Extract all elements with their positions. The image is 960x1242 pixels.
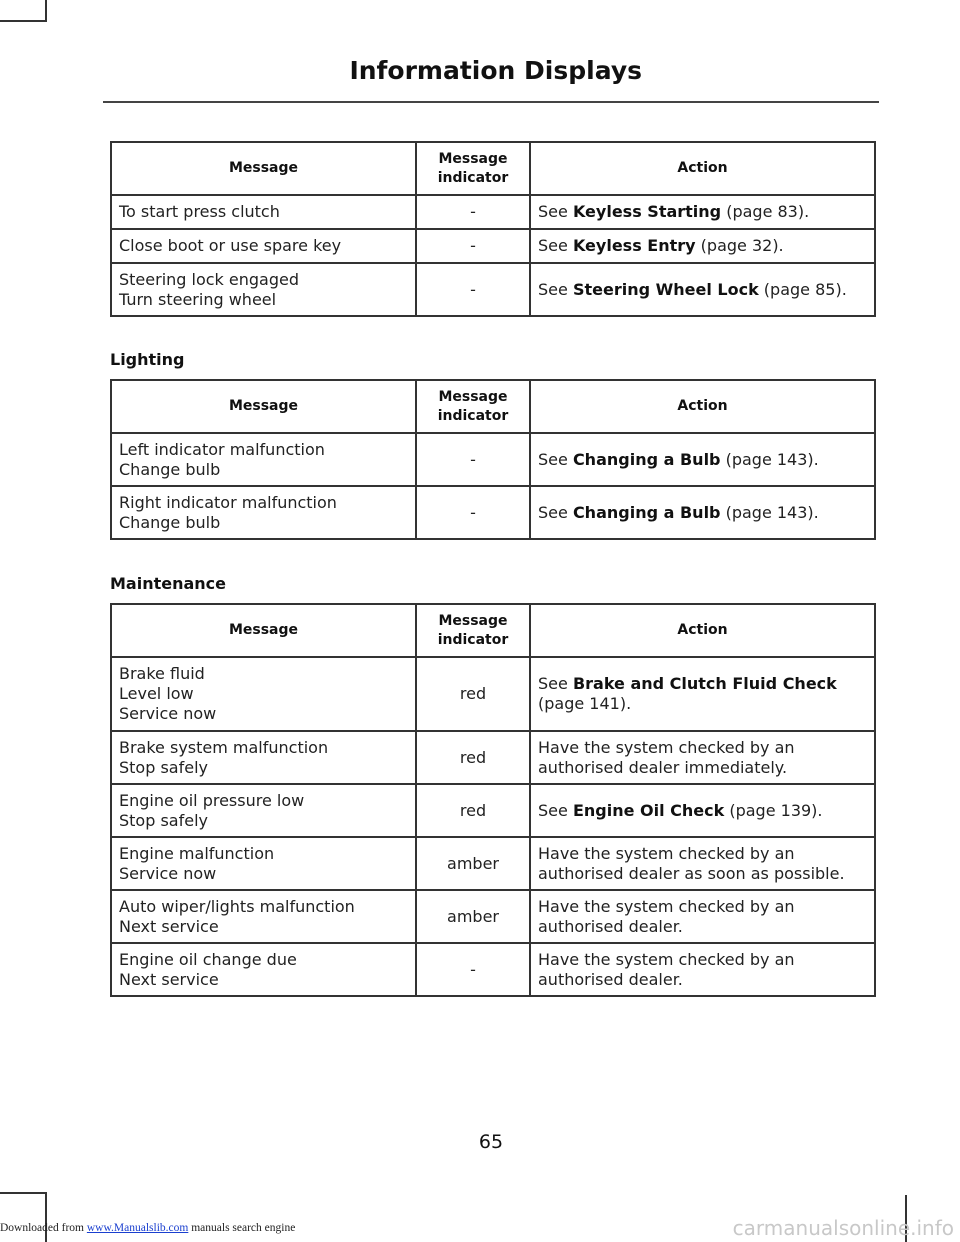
message-line: Level low [119, 684, 194, 703]
action-line [538, 738, 870, 758]
table-row [111, 195, 875, 229]
action-line [538, 950, 870, 970]
action-line [538, 844, 870, 864]
message-line: Stop safely [119, 757, 208, 777]
action-cell [530, 486, 875, 539]
crop-mark-bottom-left-h [0, 1192, 47, 1194]
message-line: To start press clutch [119, 202, 280, 221]
message-line: Next service [119, 969, 219, 989]
action-text: Have the system checked by an [538, 737, 795, 757]
message-table [110, 141, 876, 317]
message-cell [111, 263, 416, 316]
message-line: Brake fluid [119, 664, 205, 683]
header-action: Action [530, 380, 875, 433]
download-footer [0, 1222, 295, 1234]
action-page: (page 85). [758, 279, 847, 299]
action-line: (page 141). [538, 694, 632, 713]
action-reference: Engine Oil Check [572, 800, 725, 820]
message-cell [111, 943, 416, 996]
footer-link[interactable]: www.Manualslib.com [86, 1222, 189, 1234]
table-row [111, 229, 875, 263]
table-row [111, 943, 875, 996]
table-row [111, 731, 875, 784]
message-line: Auto wiper/lights malfunction [119, 896, 355, 916]
action-reference: Changing a Bulb [572, 449, 721, 469]
action-text: Have the system checked by an [538, 949, 795, 969]
action-reference: Brake and Clutch Fluid Check [572, 674, 837, 693]
message-line: Steering lock engaged [119, 269, 300, 289]
indicator-cell: red [416, 657, 530, 731]
table-row [111, 433, 875, 486]
header-action: Action [530, 604, 875, 657]
action-line: authorised dealer as soon as possible. [538, 863, 845, 883]
action-reference: Steering Wheel Lock [572, 279, 759, 299]
action-cell [530, 229, 875, 263]
indicator-cell: amber [416, 890, 530, 943]
action-text: See [538, 236, 573, 255]
message-table [110, 379, 876, 540]
indicator-cell: - [416, 433, 530, 486]
crop-mark-top-left-h [0, 20, 47, 22]
header-indicator-line: Message [438, 388, 508, 405]
indicator-cell: red [416, 784, 530, 837]
table-row [111, 263, 875, 316]
indicator-cell: - [416, 229, 530, 263]
message-line: Service now [119, 863, 217, 883]
action-cell [530, 890, 875, 943]
action-line [538, 450, 870, 470]
header-message: Message [111, 142, 416, 195]
action-page: (page 83). [721, 202, 810, 221]
action-page: (page 139). [724, 800, 823, 820]
header-indicator-line: Message [438, 150, 508, 167]
table-header-row [111, 142, 875, 195]
message-cell [111, 784, 416, 837]
action-line [538, 897, 870, 917]
action-reference: Keyless Entry [572, 236, 696, 255]
indicator-cell: - [416, 263, 530, 316]
header-indicator-line: indicator [437, 631, 509, 648]
crop-mark-top-left-v [45, 0, 47, 21]
action-page: (page 32). [695, 236, 784, 255]
page-title: Information Displays [349, 56, 642, 85]
footer-suffix: manuals search engine [188, 1222, 296, 1234]
message-line: Brake system malfunction [119, 737, 329, 757]
message-table [110, 603, 876, 997]
header-indicator-line: Message [438, 612, 508, 629]
table-row [111, 486, 875, 539]
header-action: Action [530, 142, 875, 195]
header-indicator-line: indicator [437, 407, 509, 424]
indicator-cell: amber [416, 837, 530, 890]
action-line [538, 801, 870, 821]
table-row [111, 890, 875, 943]
table-header-row [111, 380, 875, 433]
footer-prefix: Downloaded from [0, 1222, 87, 1234]
action-line [538, 236, 870, 256]
message-line: Engine oil pressure low [119, 790, 305, 810]
message-cell [111, 229, 416, 263]
crop-mark-bottom-left-v [45, 1192, 47, 1242]
action-cell [530, 837, 875, 890]
message-line: Service now [119, 704, 217, 723]
action-text: See [538, 502, 573, 522]
indicator-cell: - [416, 486, 530, 539]
action-cell [530, 731, 875, 784]
action-page: (page 143). [720, 502, 819, 522]
header-indicator-line: indicator [437, 169, 509, 186]
action-text: See [538, 279, 573, 299]
indicator-cell: red [416, 731, 530, 784]
action-line [538, 280, 870, 300]
indicator-cell: - [416, 943, 530, 996]
section-heading-maintenance: Maintenance [110, 574, 227, 593]
action-text: Have the system checked by an [538, 843, 795, 863]
header-message-indicator [416, 142, 530, 195]
indicator-cell: - [416, 195, 530, 229]
header-message: Message [111, 604, 416, 657]
action-cell [530, 263, 875, 316]
section-heading-lighting: Lighting [110, 350, 185, 369]
table-row [111, 657, 875, 731]
action-line [538, 503, 870, 523]
message-line: Right indicator malfunction [119, 492, 337, 512]
table-row [111, 784, 875, 837]
message-line: Left indicator malfunction [119, 439, 325, 459]
title-rule [103, 101, 879, 103]
table-header-row [111, 604, 875, 657]
action-line [538, 202, 870, 222]
message-line: Engine oil change due [119, 949, 297, 969]
action-cell [530, 657, 875, 731]
action-text: See [538, 202, 573, 221]
message-line: Turn steering wheel [119, 289, 277, 309]
action-line [538, 674, 870, 694]
page-number: 65 [478, 1131, 504, 1153]
message-line: Engine malfunction [119, 843, 275, 863]
message-cell [111, 195, 416, 229]
action-cell [530, 784, 875, 837]
action-line: authorised dealer. [538, 916, 683, 936]
action-line: authorised dealer. [538, 969, 683, 989]
message-cell [111, 890, 416, 943]
message-cell [111, 486, 416, 539]
message-cell [111, 731, 416, 784]
action-cell [530, 943, 875, 996]
action-text: See [538, 674, 573, 693]
message-line: Stop safely [119, 810, 208, 830]
message-cell [111, 837, 416, 890]
message-line: Change bulb [119, 512, 221, 532]
table-row [111, 837, 875, 890]
action-reference: Keyless Starting [572, 202, 722, 221]
header-message-indicator [416, 380, 530, 433]
watermark: carmanualsonline.info [732, 1216, 954, 1240]
message-line: Change bulb [119, 459, 221, 479]
action-text: See [538, 800, 573, 820]
action-cell [530, 433, 875, 486]
action-page: (page 143). [720, 449, 819, 469]
message-line: Close boot or use spare key [119, 236, 342, 255]
message-cell [111, 657, 416, 731]
action-text: Have the system checked by an [538, 896, 795, 916]
action-cell [530, 195, 875, 229]
header-message: Message [111, 380, 416, 433]
action-reference: Changing a Bulb [572, 502, 721, 522]
action-line: authorised dealer immediately. [538, 757, 788, 777]
action-text: See [538, 449, 573, 469]
message-cell [111, 433, 416, 486]
header-message-indicator [416, 604, 530, 657]
message-line: Next service [119, 916, 219, 936]
